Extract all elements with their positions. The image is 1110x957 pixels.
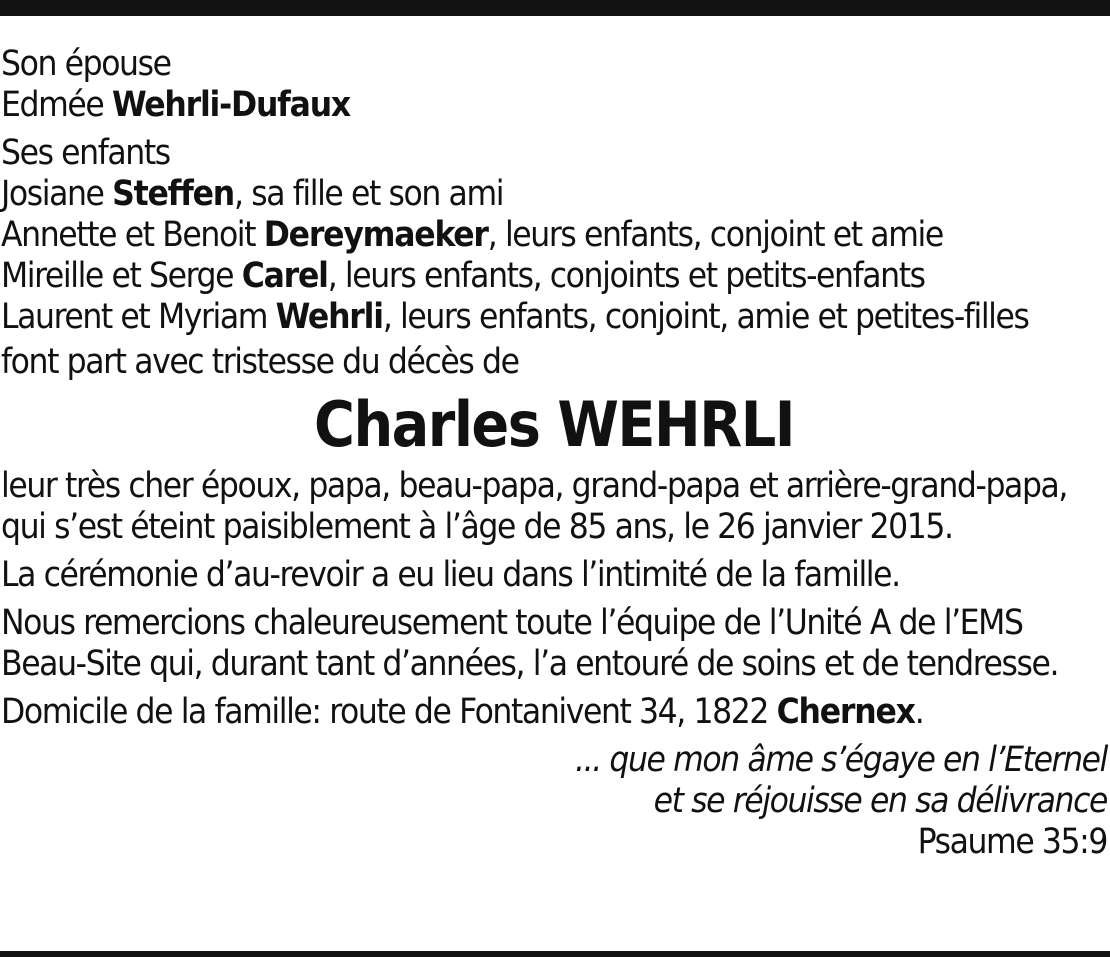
child-surname: Dereymaeker [263, 215, 488, 255]
deceased-name: Charles WEHRLI [314, 388, 794, 461]
child-line [1, 215, 1107, 256]
child-line [1, 256, 1107, 297]
domicile-line [1, 692, 1107, 733]
notice-body [1, 44, 1107, 863]
announcement-text: font part avec tristesse du décès de [1, 342, 519, 382]
quote-line-1: ... que mon âme s’égaye en l’Eternel [575, 740, 1107, 780]
top-rule [0, 0, 1110, 16]
domicile-end: . [914, 692, 924, 732]
child-first-names: Laurent et Myriam [1, 297, 268, 337]
spouse-last-name: Wehrli-Dufaux [111, 85, 351, 125]
thanks-line-1: Nous remercions chaleureusement toute l’équipe de l’Unité A de l’EMS [1, 603, 1023, 643]
child-surname: Wehrli [275, 297, 383, 337]
spouse-first-name: Edmée [1, 85, 104, 125]
thanks-line-2: Beau-Site qui, durant tant d’années, l’a entouré de soins et de tendresse. [1, 644, 1059, 684]
child-relation: , sa fille et son ami [234, 174, 504, 214]
child-relation: , leurs enfants, conjoint et amie [487, 215, 943, 255]
domicile-place: Chernex [776, 692, 915, 732]
child-first-names: Annette et Benoit [1, 215, 256, 255]
ceremony-text: La cérémonie d’au-revoir a eu lieu dans l’intimité de la famille. [1, 555, 900, 595]
child-surname: Steffen [112, 174, 235, 214]
child-first-names: Mireille et Serge [1, 256, 234, 296]
child-first-names: Josiane [1, 174, 104, 214]
domicile-address: Domicile de la famille: route de Fontanivent 34, 1822 [1, 692, 769, 732]
spouse-line [1, 85, 1107, 126]
child-relation: , leurs enfants, conjoints et petits-enfants [327, 256, 925, 296]
bottom-rule [0, 951, 1110, 957]
child-relation: , leurs enfants, conjoint, amie et petites-filles [382, 297, 1029, 337]
child-line [1, 174, 1107, 215]
child-line [1, 297, 1107, 338]
child-surname: Carel [241, 256, 328, 296]
description-line-1: leur très cher époux, papa, beau-papa, grand-papa et arrière-grand-papa, [1, 466, 1068, 506]
children-heading: Ses enfants [1, 133, 170, 173]
description-line-2: qui s’est éteint paisiblement à l’âge de 85 ans, le 26 janvier 2015. [1, 507, 953, 547]
spouse-heading: Son épouse [1, 44, 171, 84]
quote-line-2: et se réjouisse en sa délivrance [653, 781, 1107, 821]
quote-source: Psaume 35:9 [917, 822, 1107, 862]
